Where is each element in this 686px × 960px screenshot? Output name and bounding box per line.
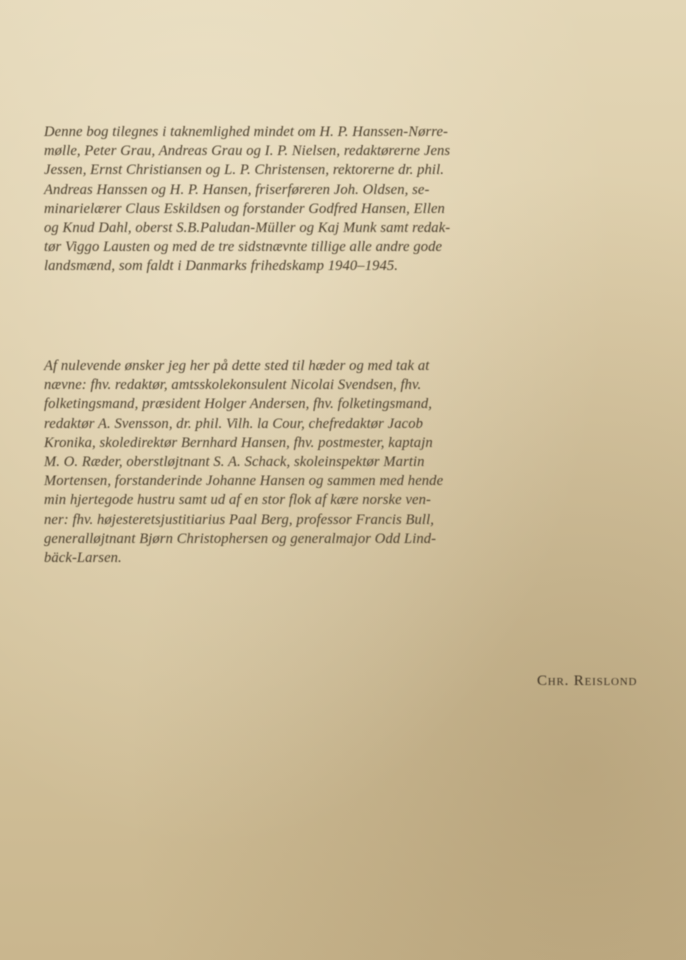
text-line: Denne bog tilegnes i taknemlighed mindet om H. P. Hanssen-Nørre-	[44, 124, 449, 140]
author-signature: Chr. Reislond	[537, 673, 638, 689]
text-line: bäck-Larsen.	[44, 550, 122, 567]
acknowledgement-paragraph	[44, 357, 680, 568]
text-line: ner: fhv. højesteretsjustitiarius Paal Berg, professor Francis Bull,	[44, 511, 434, 528]
text-line: folketingsmand, præsident Holger Andersen, fhv. folketingsmand,	[44, 396, 432, 413]
text-line: mølle, Peter Grau, Andreas Grau og I. P. Nielsen, redaktørerne Jens	[44, 143, 451, 160]
text-line: og Knud Dahl, oberst S.B.Paludan-Müller og Kaj Munk samt redak-	[44, 220, 451, 237]
text-line: M. O. Ræder, oberstløjtnant S. A. Schack, skoleinspektør Martin	[44, 454, 425, 471]
text-line: tør Viggo Lausten og med de tre sidstnævnte tillige alle andre gode	[44, 239, 443, 256]
text-line: minarielærer Claus Eskildsen og forstander Godfred Hansen, Ellen	[44, 200, 445, 217]
text-line: Kronika, skoledirektør Bernhard Hansen, fhv. postmester, kaptajn	[44, 434, 433, 451]
dedication-paragraph	[44, 123, 680, 277]
text-line: redaktør A. Svensson, dr. phil. Vilh. la Cour, chefredaktør Jacob	[44, 415, 424, 432]
text-line: landsmænd, som faldt i Danmarks frihedskamp 1940–1945.	[44, 258, 399, 275]
text-line: min hjertegode hustru samt ud af en stor flok af kære norske ven-	[44, 492, 431, 509]
text-line: Andreas Hanssen og H. P. Hansen, friserføreren Joh. Oldsen, se-	[44, 181, 430, 198]
text-line: Mortensen, forstanderinde Johanne Hansen og sammen med hende	[44, 473, 444, 490]
text-line: Af nulevende ønsker jeg her på dette sted til hæder og med tak at	[44, 358, 430, 374]
text-line: nævne: fhv. redaktør, amtsskolekonsulent Nicolai Svendsen, fhv.	[44, 377, 422, 394]
text-line: Jessen, Ernst Christiansen og L. P. Christensen, rektorerne dr. phil.	[44, 162, 444, 179]
text-line: generalløjtnant Bjørn Christophersen og generalmajor Odd Lind-	[44, 530, 437, 547]
